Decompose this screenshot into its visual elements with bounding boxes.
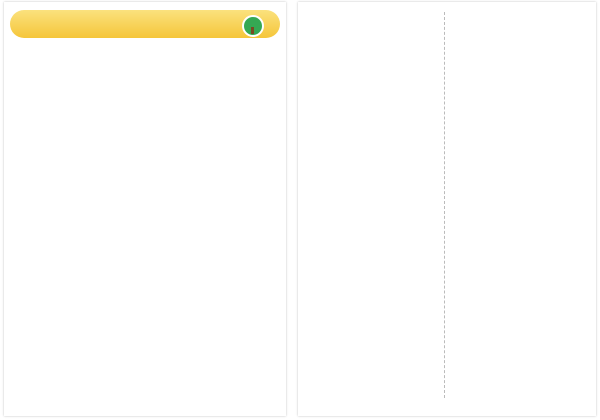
right-page <box>298 2 596 416</box>
unit-banner <box>10 10 280 38</box>
column-divider <box>444 12 446 398</box>
left-page <box>4 2 286 416</box>
tree-icon <box>242 15 264 37</box>
